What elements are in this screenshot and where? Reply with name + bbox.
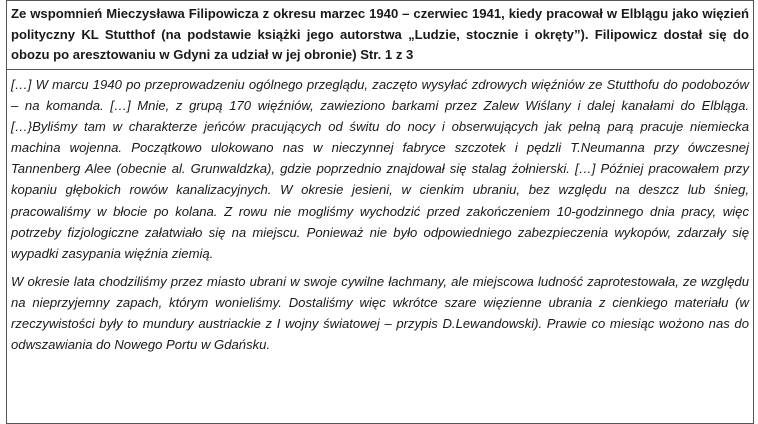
document-header: Ze wspomnień Mieczysława Filipowicza z okresu marzec 1940 – czerwiec 1941, kiedy pracował w Elblągu jako więzień polityczny KL Stutthof (na podstawie książki jego autorstwa „Ludzie, stocznie i okręty”). Filipowicz dostał się do obozu po aresztowaniu w Gdyni za udział w jej obronie) Str. 1 z 3	[6, 0, 754, 70]
document-body	[6, 70, 754, 424]
paragraph-1: […] W marcu 1940 po przeprowadzeniu ogólnego przeglądu, zaczęto wysyłać zdrowych więźniów ze Stutthofu do podobozów – na komanda. […] Mnie, z grupą 170 więźniów, zawieziono barkami przez Zalew Wiślany i dalej kanałami do Elbląga. […}Byliśmy tam w charakterze jeńców pracujących od świtu do nocy i obserwujących jak pełną parą pracuje niemiecka machina wojenna. Początkowo ulokowano nas w nieczynnej fabryce szczotek i pędzli T.Neumanna przy ówczesnej Tannenberg Alee (obecnie al. Grunwaldzka), gdzie poprzednio znajdował się stalag żołnierski. […] Później pracowałem przy kopaniu głębokich rowów kanalizacyjnych. W okresie jesieni, w cienkim ubraniu, bez względu na deszcz lub śnieg, pracowaliśmy w błocie po kolana. Z rowu nie mogliśmy wychodzić przed zakończeniem 10-godzinnego dnia pracy, więc potrzeby fizjologiczne załatwiało się na miejscu. Ponieważ nie było odpowiedniego zabezpieczenia wykopów, zdarzały się wypadki zasypania więźnia ziemią.	[11, 77, 749, 261]
paragraph-2: W okresie lata chodziliśmy przez miasto ubrani w swoje cywilne łachmany, ale miejscowa ludność zaprotestowała, ze względu na nieprzyjemny zapach, którym wonieliśmy. Dostaliśmy więc wkrótce szare więzienne ubrania z cienkiego materiału (w rzeczywistości były to mundury austriackie z I wojny światowej – przypis D.Lewandowski). Prawie co miesiąc wożono nas do odwszawiania do Nowego Portu w Gdańsku.	[11, 273, 749, 353]
document-page	[6, 0, 754, 424]
